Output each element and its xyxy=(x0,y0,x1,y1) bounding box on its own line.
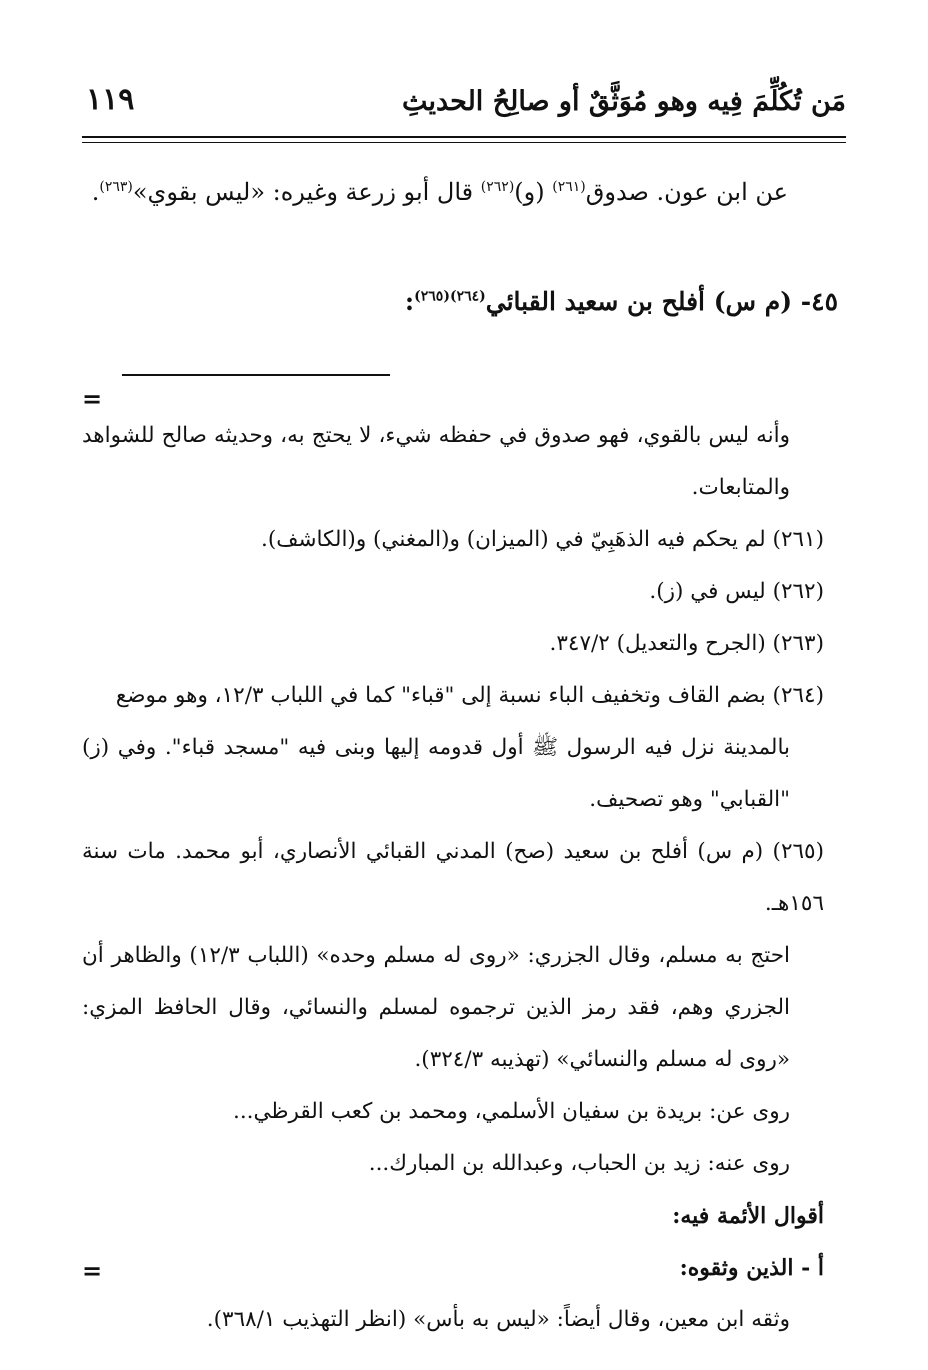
text-segment: عن ابن عون. صدوق xyxy=(585,178,788,206)
footnote-264-cont: بالمدينة نزل فيه الرسول ﷺ أول قدومه إليها وبنى فيه "مسجد قباء". وفي (ز) "القبابي" وهو تصحيف. xyxy=(82,735,790,812)
main-paragraph xyxy=(82,162,838,222)
entry-title: ٤٥- (م س) أفلح بن سعيد القبائي xyxy=(485,287,838,316)
footnote-265-narrated-by: روى عنه: زيد بن الحباب، وعبدالله بن المبارك... xyxy=(368,1151,790,1176)
continuation-mark-top: = xyxy=(82,384,103,413)
footnote-262: (٢٦٢) ليس في (ز). xyxy=(649,579,824,604)
footnote-separator xyxy=(122,374,390,376)
footnote-ref: (٢٦٥) xyxy=(414,288,450,305)
text-segment: . xyxy=(91,178,100,206)
text-segment: قال أبو زرعة وغيره: «ليس بقوي» xyxy=(132,178,481,206)
page-header xyxy=(82,78,846,128)
subheading-trusted: أ - الذين وثقوه: xyxy=(679,1255,824,1281)
footnote-264: (٢٦٤) بضم القاف وتخفيف الباء نسبة إلى "قباء" كما في اللباب ١٢/٣، وهو موضع xyxy=(115,683,824,708)
footnote-carryover: وأنه ليس بالقوي، فهو صدوق في حفظه شيء، لا يحتج به، وحديثه صالح للشواهد والمتابعات. xyxy=(82,423,790,500)
entry-heading xyxy=(82,282,838,322)
footnote-263: (٢٦٣) (الجرح والتعديل) ٣٤٧/٢. xyxy=(549,631,824,656)
text-segment: : xyxy=(404,287,415,316)
footnote-ref: (٢٦٣) xyxy=(99,179,133,195)
footnote-261: (٢٦١) لم يحكم فيه الذهَبِيّ في (الميزان) و(المغني) و(الكاشف). xyxy=(260,527,824,552)
header-rule xyxy=(82,136,846,143)
footnote-ref: (٢٦١) xyxy=(552,179,586,195)
footnote-265-cont: احتج به مسلم، وقال الجزري: «روى له مسلم وحده» (اللباب ١٢/٣) والظاهر أن الجزري وهم، فقد رمز الذين ترجموه لمسلم والنسائي، وقال الحافظ المزي: «روى له مسلم والنسائي» (تهذيبه ٣٢٤/٣). xyxy=(82,943,790,1072)
main-text xyxy=(82,162,838,222)
footnote-ref: (٢٦٤) xyxy=(449,288,486,305)
text-segment: (و) xyxy=(514,178,553,206)
footnotes xyxy=(82,410,824,1346)
continuation-mark-bottom: = xyxy=(82,1256,103,1285)
footnote-ref: (٢٦٢) xyxy=(480,179,515,195)
page-number: ١١٩ xyxy=(86,82,135,117)
footnote-265: (٢٦٥) (م س) أفلح بن سعيد (صح) المدني القبائي الأنصاري، أبو محمد. مات سنة ١٥٦هـ. xyxy=(82,839,824,916)
footnote-265-ibn-maeen: وثقه ابن معين، وقال أيضاً: «ليس به بأس» (انظر التهذيب ٣٦٨/١). xyxy=(206,1307,790,1332)
running-title: مَن تُكُلِّمَ فِيه وهو مُوَثَّقٌ أو صالِحُ الحديثِ xyxy=(401,86,846,117)
footnote-265-narrated-from: روى عن: بريدة بن سفيان الأسلمي، ومحمد بن كعب القرظي... xyxy=(232,1099,790,1124)
subheading-imams-opinions: أقوال الأئمة فيه: xyxy=(672,1203,824,1229)
